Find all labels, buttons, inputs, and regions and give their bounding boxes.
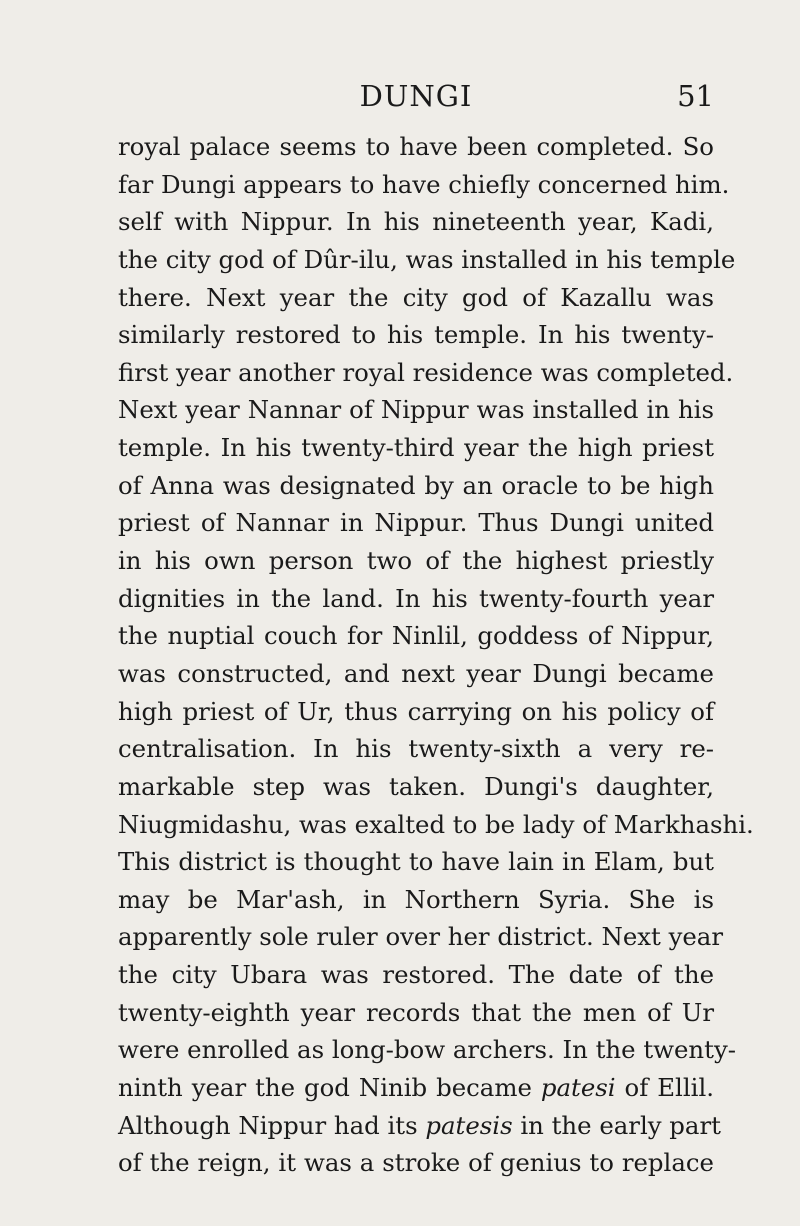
text-line: similarly restored to his temple. In his twenty- — [118, 320, 714, 350]
text-segment: of Ellil. — [615, 1073, 714, 1103]
text-segment: Although Nippur had its — [118, 1110, 426, 1140]
text-line: the nuptial couch for Ninlil, goddess of Nippur, — [118, 621, 714, 651]
text-line: Next year Nannar of Nippur was installed in his — [118, 395, 714, 425]
running-head — [118, 76, 714, 116]
text-line — [118, 1107, 721, 1145]
text-line: priest of Nannar in Nippur. Thus Dungi united — [118, 508, 714, 538]
page-number: 51 — [677, 79, 714, 113]
text-line — [118, 1069, 714, 1107]
text-line: This district is thought to have lain in Elam, but — [118, 847, 714, 877]
text-line: Niugmidashu, was exalted to be lady of Markhashi. — [118, 809, 754, 839]
text-segment: ninth year the god Ninib became — [118, 1073, 541, 1103]
text-line: dignities in the land. In his twenty-fourth year — [118, 583, 714, 613]
text-line: of Anna was designated by an oracle to be high — [118, 470, 714, 500]
text-line: markable step was taken. Dungi's daughter, — [118, 771, 714, 801]
text-line: centralisation. In his twenty-sixth a very re- — [118, 734, 714, 764]
text-segment: in the early part — [512, 1110, 721, 1140]
text-line: royal palace seems to have been completed. So — [118, 132, 714, 161]
text-line: was constructed, and next year Dungi became — [118, 658, 714, 688]
text-line: apparently sole ruler over her district. Next year — [118, 922, 723, 952]
running-title: DUNGI — [359, 79, 473, 113]
text-line: the city god of Dûr-ilu, was installed in his temple — [118, 244, 736, 274]
text-line: may be Mar'ash, in Northern Syria. She is — [118, 884, 714, 914]
italic-term: patesis — [425, 1110, 513, 1140]
text-line: twenty-eighth year records that the men of Ur — [118, 997, 714, 1027]
text-line: high priest of Ur, thus carrying on his policy of — [118, 696, 714, 726]
text-line: self with Nippur. In his nineteenth year, Kadi, — [118, 207, 714, 237]
text-line: there. Next year the city god of Kazallu was — [118, 282, 714, 312]
text-line: temple. In his twenty-third year the high priest — [118, 433, 714, 463]
italic-term: patesi — [540, 1073, 616, 1103]
text-line: in his own person two of the highest priestly — [118, 546, 714, 576]
body-text — [118, 128, 754, 1182]
text-line: of the reign, it was a stroke of genius to replace — [118, 1148, 714, 1178]
text-line: far Dungi appears to have chiefly concerned him. — [118, 169, 730, 199]
text-line: first year another royal residence was completed. — [118, 357, 734, 387]
text-line: the city Ubara was restored. The date of the — [118, 960, 714, 990]
text-line: were enrolled as long-bow archers. In the twenty- — [118, 1035, 736, 1065]
